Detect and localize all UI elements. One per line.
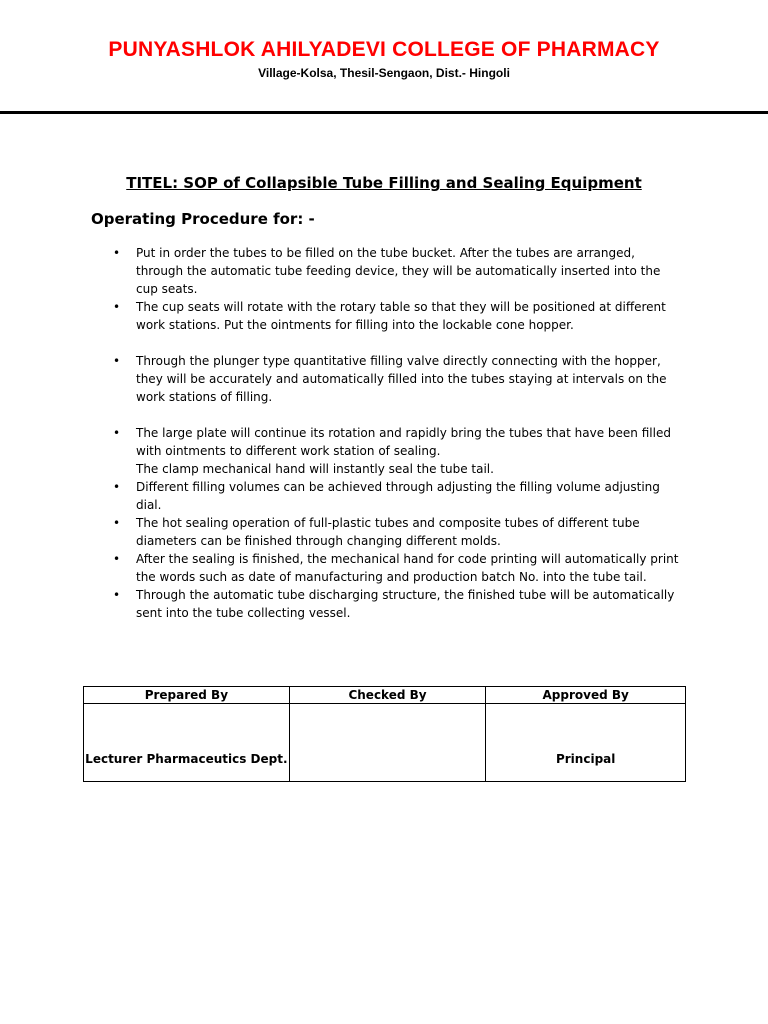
bullet-icon: •: [113, 354, 121, 368]
checked-by-header: Checked By: [289, 687, 486, 704]
procedure-step-text: The hot sealing operation of full-plastic tubes and composite tubes of different tube diameters can be finished through changing different molds.: [136, 516, 640, 548]
prepared-by-value: Lecturer Pharmaceutics Dept.: [85, 752, 288, 766]
procedure-step-text: Through the plunger type quantitative filling valve directly connecting with the hopper, they will be accurately and automatically filled into the tubes staying at intervals on the work stations of filling.: [136, 354, 667, 404]
bullet-icon: •: [113, 480, 121, 494]
procedure-step-text: After the sealing is finished, the mechanical hand for code printing will automatically print the words such as date of manufacturing and production batch No. into the tube tail.: [136, 552, 679, 584]
header-divider: [0, 111, 768, 114]
approved-by-header: Approved By: [486, 687, 686, 704]
bullet-icon: •: [113, 246, 121, 260]
procedure-step: [113, 352, 683, 406]
checked-by-cell: [289, 704, 486, 782]
procedure-step: [113, 586, 683, 622]
bullet-icon: •: [113, 426, 121, 440]
procedure-step: [113, 550, 683, 586]
bullet-icon: •: [113, 516, 121, 530]
document-title: TITEL: SOP of Collapsible Tube Filling and Sealing Equipment: [126, 174, 642, 192]
approved-by-value: Principal: [555, 752, 616, 766]
section-heading: Operating Procedure for: -: [91, 210, 315, 228]
procedure-step: [113, 424, 683, 478]
bullet-icon: •: [113, 588, 121, 602]
procedure-step: [113, 244, 683, 298]
college-address: Village-Kolsa, Thesil-Sengaon, Dist.- Hingoli: [258, 66, 510, 80]
approved-by-cell: [486, 704, 686, 782]
bullet-icon: •: [113, 300, 121, 314]
procedure-step: [113, 298, 683, 334]
signoff-value-row: [84, 704, 686, 782]
procedure-step-text: Put in order the tubes to be filled on the tube bucket. After the tubes are arranged, through the automatic tube feeding device, they will be automatically inserted into the cup seats.: [136, 246, 661, 296]
prepared-by-header: Prepared By: [84, 687, 290, 704]
college-name: PUNYASHLOK AHILYADEVI COLLEGE OF PHARMACY: [108, 38, 660, 61]
bullet-icon: •: [113, 552, 121, 566]
prepared-by-cell: [84, 704, 290, 782]
procedure-step-text: Through the automatic tube discharging structure, the finished tube will be automatically sent into the tube collecting vessel.: [136, 588, 675, 620]
checked-by-value: [290, 704, 486, 751]
signoff-table: [83, 686, 686, 782]
procedure-step-text: The large plate will continue its rotation and rapidly bring the tubes that have been filled with ointments to different work station of sealing. The clamp mechanical hand will instantly seal the tube tail.: [136, 426, 671, 476]
procedure-step: [113, 478, 683, 514]
procedure-step-text: Different filling volumes can be achieved through adjusting the filling volume adjusting dial.: [136, 480, 660, 512]
signoff-header-row: [84, 687, 686, 704]
procedure-step-text: The cup seats will rotate with the rotary table so that they will be positioned at different work stations. Put the ointments for filling into the lockable cone hopper.: [136, 300, 666, 332]
procedure-steps: [113, 244, 683, 622]
procedure-step: [113, 514, 683, 550]
